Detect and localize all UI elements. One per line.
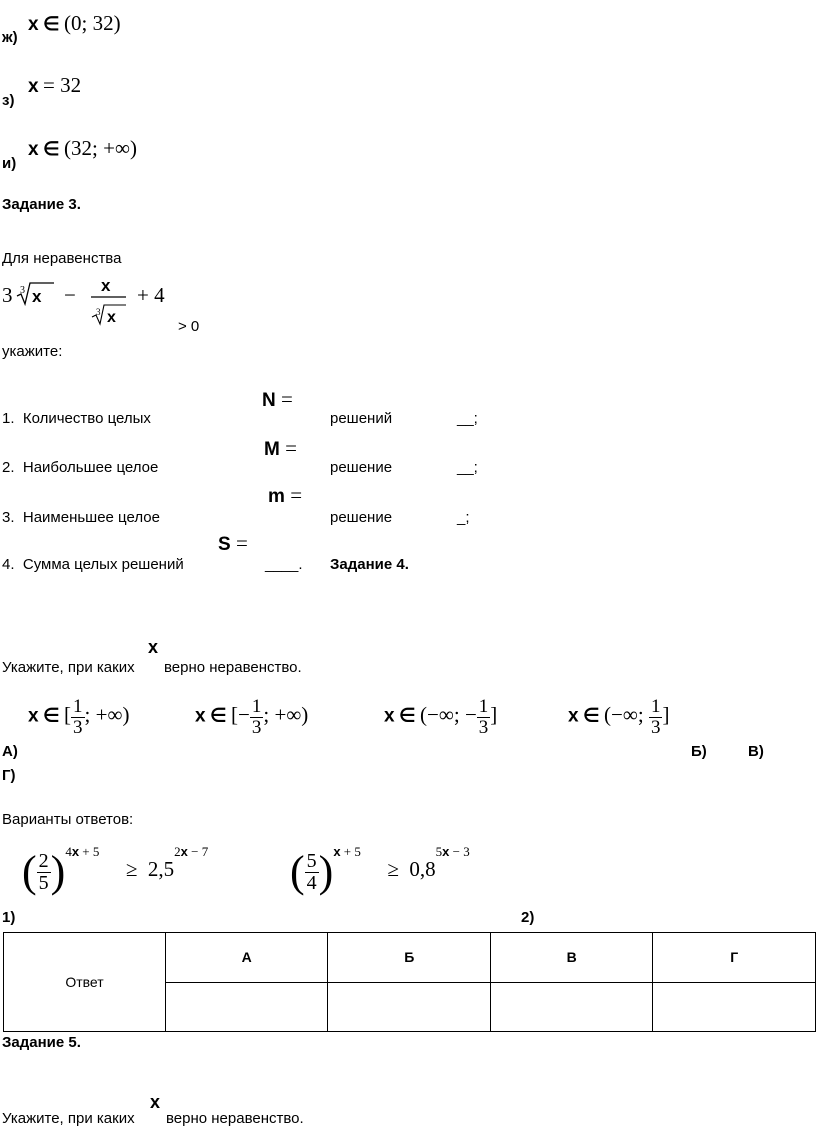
- inequality-2: ( $\frac{5}{4}$ )$^{x + 5} \ge 0,8^{5x - 3}$: [290, 844, 470, 896]
- interval-b: x ∈ [− $\frac{1}{3}$ ; +∞): [195, 696, 309, 738]
- option-expr-i: x ∈ (32; +∞): [28, 136, 137, 160]
- task3-inequality-formula: [2, 270, 187, 328]
- task3-item-1-word: решений: [330, 410, 393, 427]
- answer-cell-b[interactable]: [328, 982, 491, 1032]
- task3-item-2: 2. Наибольшее целое: [2, 459, 159, 476]
- svg-text:−: −: [64, 283, 76, 307]
- inequality-1: ( $\frac{2}{5}$ )$^{4x + 5} \ge 2,5^{2x - 7}$: [22, 844, 209, 896]
- task3-intro: Для неравенства: [2, 250, 122, 267]
- svg-text:3: 3: [2, 283, 13, 307]
- task3-item-3-blank[interactable]: _;: [457, 509, 470, 526]
- task3-item-2-blank[interactable]: __;: [457, 459, 478, 476]
- option-letter-z: з): [2, 92, 15, 109]
- task5-title: Задание 5.: [2, 1034, 81, 1051]
- letter-v: В): [748, 743, 764, 760]
- task3-gt-zero: > 0: [178, 318, 200, 335]
- task3-title: Задание 3.: [2, 196, 81, 213]
- letter-g: Г): [2, 767, 16, 784]
- header-a: А: [165, 933, 328, 983]
- num-1: 1): [2, 909, 16, 926]
- letter-a: А): [2, 743, 18, 760]
- svg-text:3: 3: [20, 285, 25, 296]
- var-s: S =: [218, 531, 248, 555]
- header-b: Б: [328, 933, 491, 983]
- task5-question-post: верно неравенство.: [166, 1110, 304, 1127]
- answer-cell-a[interactable]: [165, 982, 328, 1032]
- letter-b: Б): [691, 743, 707, 760]
- header-v: В: [490, 933, 653, 983]
- svg-text:3: 3: [96, 307, 101, 317]
- task4-question-post: верно неравенство.: [164, 659, 302, 676]
- interval-d: x ∈ (−∞; $\frac{1}{3}$ ]: [568, 696, 670, 738]
- task4-question-pre: Укажите, при каких: [2, 659, 135, 676]
- svg-text:x: x: [32, 287, 42, 306]
- variants-label: Варианты ответов:: [2, 811, 134, 828]
- task4-title: Задание 4.: [330, 556, 409, 573]
- var-m-lower: m =: [268, 483, 303, 507]
- task3-item-2-word: решение: [330, 459, 393, 476]
- answer-table: [3, 932, 816, 1032]
- header-g: Г: [653, 933, 816, 983]
- option-expr-zh: x ∈ (0; 32): [28, 11, 121, 35]
- var-m-upper: M =: [264, 436, 297, 460]
- svg-text:+ 4: + 4: [137, 283, 165, 307]
- var-x-question-5: x: [150, 1092, 161, 1112]
- num-2: 2): [521, 909, 535, 926]
- answer-row-label: Ответ: [4, 933, 166, 1032]
- task3-item-3-word: решение: [330, 509, 393, 526]
- task3-item-4: 4. Сумма целых решений: [2, 556, 184, 573]
- task3-item-1-blank[interactable]: __;: [457, 410, 478, 427]
- interval-a: x ∈ [ $\frac{1}{3}$ ; +∞): [28, 696, 130, 738]
- svg-text:x: x: [101, 276, 111, 295]
- answer-cell-g[interactable]: [653, 982, 816, 1032]
- option-expr-z: x = 32: [28, 73, 82, 97]
- task3-item-4-blank[interactable]: ____.: [265, 556, 303, 573]
- task3-item-3: 3. Наименьшее целое: [2, 509, 160, 526]
- var-n: N =: [262, 387, 293, 411]
- svg-text:x: x: [107, 309, 116, 326]
- var-x-question: x: [148, 637, 159, 657]
- task3-item-1: 1. Количество целых: [2, 410, 151, 427]
- option-letter-zh: ж): [2, 29, 18, 46]
- task5-question-pre: Укажите, при каких: [2, 1110, 135, 1127]
- option-letter-i: и): [2, 155, 17, 172]
- interval-c: x ∈ (−∞; − $\frac{1}{3}$ ]: [384, 696, 498, 738]
- task3-indicate: укажите:: [2, 343, 63, 360]
- answer-cell-v[interactable]: [490, 982, 653, 1032]
